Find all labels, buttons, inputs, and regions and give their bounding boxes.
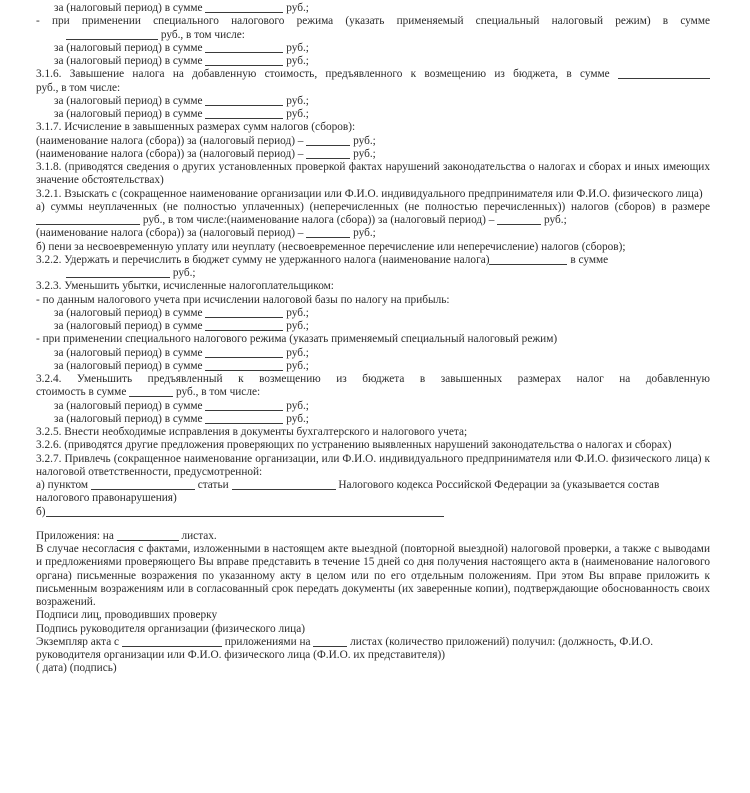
- line-special-regime-2: [36, 333, 710, 346]
- section-text: Завышение налога на добавленную стоимость, предъявленного к возмещению из бюджета, в сумме: [69, 68, 610, 81]
- section-3-1-6: [36, 68, 710, 81]
- section-3-2-1-item-a-cont: [36, 214, 710, 227]
- line-tail: руб.;: [353, 227, 376, 240]
- line-appendix-count: [36, 530, 710, 543]
- line-tax-period-sum: [36, 347, 710, 360]
- line-copy-received-cont: [36, 649, 710, 662]
- line-signatures-inspectors: [36, 609, 710, 622]
- blank-field[interactable]: [205, 97, 283, 106]
- line-text: - при применении специального налогового режима (указать применяемый специальный налоговый режим) в сумме: [36, 15, 710, 28]
- blank-field[interactable]: [66, 30, 158, 39]
- section-text: 3.2.6. (приводятся другие предложения проверяющих по устранению выявленных нарушений законодательства о налогах и сборах): [36, 439, 672, 452]
- line-signature-head: [36, 623, 710, 636]
- blank-field[interactable]: [306, 229, 350, 238]
- blank-field[interactable]: [205, 4, 283, 13]
- spacer: [36, 519, 710, 530]
- section-3-2-4: [36, 373, 710, 386]
- blank-field[interactable]: [306, 150, 350, 159]
- blank-field[interactable]: [205, 57, 283, 66]
- section-3-2-1-item-b: [36, 241, 710, 254]
- section-3-2-1-item-a: [36, 201, 710, 214]
- paragraph-text: В случае несогласия с фактами, изложенными в настоящем акте выездной (повторной выездной) налоговой проверки, а также с выводами и предложениями проверяющего Вы вправе представить в течение 15 дней со дня получения настоящего акта в (наименование налогового органа) письменные возражения по указанному акту в целом или по его отдельным положениям. При этом Вы вправе приложить к письменным возражениям или в согласованный срок передать документы (их заверенные копии), подтверждающие обоснованность своих возражений.: [36, 543, 710, 608]
- line-tail: руб.;: [286, 108, 309, 120]
- blank-field[interactable]: [313, 638, 347, 647]
- line-tail: руб.;: [286, 359, 309, 372]
- line-tax-period-sum: [36, 360, 710, 373]
- blank-field-article[interactable]: [232, 481, 336, 490]
- line-copy-received: [36, 636, 710, 649]
- line-special-regime: [36, 15, 710, 28]
- line-tail: руб.;: [286, 2, 309, 14]
- line-tail: руб.;: [286, 306, 309, 319]
- line-tail: руб.;: [353, 134, 376, 147]
- section-3-2-2-cont: [36, 267, 710, 280]
- line-text: листах (количество приложений) получил: (должность, Ф.И.О.: [350, 635, 654, 648]
- line-tail: руб.;: [544, 214, 567, 226]
- line-text: за (налоговый период) в сумме: [54, 399, 203, 412]
- section-text: в сумме: [570, 253, 609, 266]
- line-tax-period-sum: [36, 108, 710, 121]
- section-text: стоимость в сумме: [36, 386, 127, 399]
- section-text: а) пунктом: [36, 479, 89, 491]
- line-text: ( дата) (подпись): [36, 662, 117, 675]
- blank-field[interactable]: [205, 348, 283, 357]
- line-text: руководителя организации или Ф.И.О. физического лица (Ф.И.О. их представителя)): [36, 649, 445, 661]
- line-text: Подпись руководителя организации (физического лица): [36, 622, 305, 635]
- blank-field[interactable]: [129, 388, 173, 397]
- blank-field[interactable]: [497, 216, 541, 225]
- line-tail: руб.;: [286, 41, 309, 54]
- line-text: за (налоговый период) в сумме: [54, 94, 203, 107]
- line-tail: руб., в том числе:: [176, 386, 261, 399]
- line-text: за (налоговый период) в сумме: [54, 412, 203, 425]
- section-3-2-4-cont: [36, 386, 710, 399]
- section-3-2-7-item-a: [36, 479, 710, 492]
- section-text: б): [36, 505, 46, 518]
- line-tail: листах.: [181, 529, 217, 542]
- line-text: (наименование налога (сбора)) за (налоговый период) –: [36, 147, 304, 160]
- blank-field[interactable]: [205, 110, 283, 119]
- section-3-2-2: [36, 254, 710, 267]
- line-text: (наименование налога (сбора)) за (налоговый период) –: [36, 227, 304, 240]
- blank-field[interactable]: [205, 401, 283, 410]
- line-text: Экземпляр акта с: [36, 635, 120, 648]
- section-3-2-7: [36, 453, 710, 480]
- section-text: 3.2.3. Уменьшить убытки, исчисленные налогоплательщиком:: [36, 280, 334, 293]
- section-3-2-3: [36, 280, 710, 293]
- section-text: 3.2.5. Внести необходимые исправления в документы бухгалтерского и налогового учета;: [36, 426, 468, 438]
- section-text: Налогового кодекса Российской Федерации за (указывается состав: [338, 479, 660, 491]
- section-number: 3.1.6.: [36, 68, 62, 81]
- line-text: Приложения: на: [36, 529, 114, 542]
- blank-field[interactable]: [36, 216, 140, 225]
- line-tax-name-period: [36, 148, 710, 161]
- blank-field[interactable]: [205, 415, 283, 424]
- line-tail: руб.;: [286, 320, 309, 332]
- blank-field[interactable]: [205, 309, 283, 318]
- section-text: а) суммы неуплаченных (не полностью уплаченных) (неперечисленных (не полностью перечисленных)) налогов (сборов) в размере: [36, 200, 710, 213]
- line-text: за (налоговый период) в сумме: [54, 55, 203, 67]
- blank-field[interactable]: [117, 532, 179, 541]
- section-3-2-7-item-a-cont: [36, 492, 710, 505]
- blank-field[interactable]: [489, 256, 567, 265]
- line-tax-period-sum: [36, 400, 710, 413]
- section-3-1-7: [36, 121, 710, 134]
- blank-field[interactable]: [122, 638, 222, 647]
- line-tax-period-sum: [36, 320, 710, 333]
- section-3-2-1: [36, 188, 710, 201]
- line-date-signature: [36, 662, 710, 675]
- section-text: руб., в том числе:(наименование налога (сбора)) за (налоговый период) –: [142, 214, 495, 226]
- line-text: за (налоговый период) в сумме: [54, 306, 203, 319]
- blank-field-long[interactable]: [46, 507, 444, 516]
- line-tail: руб., в том числе:: [160, 28, 245, 41]
- blank-field[interactable]: [618, 70, 710, 79]
- line-text: - по данным налогового учета при исчислении налоговой базы по налогу на прибыль:: [36, 293, 450, 306]
- blank-field[interactable]: [205, 44, 283, 53]
- line-tail: руб.;: [353, 147, 376, 160]
- line-tail: руб.;: [172, 267, 196, 279]
- section-text: 3.2.4. Уменьшить предъявленный к возмещению из бюджета в завышенных размерах налог на добавленную: [36, 373, 710, 385]
- line-tail: руб.;: [286, 412, 309, 425]
- paragraph-objection-rights: [36, 543, 710, 609]
- section-3-2-7-item-b: [36, 506, 710, 519]
- section-3-2-6: [36, 439, 710, 452]
- line-text: приложениями на: [224, 635, 311, 648]
- blank-field[interactable]: [205, 362, 283, 371]
- section-3-1-8: [36, 161, 710, 188]
- line-tax-period-sum: [36, 95, 710, 108]
- section-3-1-6-cont: [36, 82, 710, 95]
- section-text: статьи: [197, 479, 229, 491]
- line-text: за (налоговый период) в сумме: [54, 359, 203, 372]
- section-text: налогового правонарушения): [36, 492, 177, 505]
- line-text: за (налоговый период) в сумме: [54, 346, 203, 359]
- line-tail: руб.;: [286, 399, 309, 412]
- section-text: 3.2.1. Взыскать с (сокращенное наименование организации или Ф.И.О. индивидуального предпринимателя или Ф.И.О. физического лица): [36, 187, 703, 200]
- line-tax-period-sum: [36, 42, 710, 55]
- blank-field-clause[interactable]: [91, 481, 195, 490]
- line-special-regime-cont: [36, 29, 710, 42]
- line-text: за (налоговый период) в сумме: [54, 320, 203, 332]
- section-text: 3.1.7. Исчисление в завышенных размерах сумм налогов (сборов):: [36, 121, 356, 134]
- blank-field[interactable]: [66, 269, 170, 278]
- section-3-2-5: [36, 426, 710, 439]
- line-profit-tax-base: [36, 294, 710, 307]
- section-text: руб., в том числе:: [36, 81, 121, 94]
- line-text: за (налоговый период) в сумме: [54, 2, 203, 14]
- line-tax-name-period: [36, 135, 710, 148]
- line-tail: руб.;: [286, 55, 309, 67]
- line-tail: руб.;: [286, 94, 309, 107]
- line-tax-period-sum: [36, 55, 710, 68]
- line-text: Подписи лиц, проводивших проверку: [36, 609, 218, 622]
- line-text: (наименование налога (сбора)) за (налоговый период) –: [36, 134, 304, 147]
- section-text: 3.2.2. Удержать и перечислить в бюджет сумму не удержанного налога (наименование налога): [36, 253, 490, 266]
- line-tax-name-period: [36, 227, 710, 240]
- line-text: за (налоговый период) в сумме: [54, 108, 203, 120]
- line-text: - при применении специального налогового режима (указать применяемый специальный налоговый режим): [36, 333, 558, 346]
- line-text: за (налоговый период) в сумме: [54, 41, 203, 54]
- section-text: 3.1.8. (приводятся сведения о других установленных проверкой фактах нарушений законодательства о налогах и сборах и иных имеющих значение обстоятельствах): [36, 161, 710, 187]
- blank-field[interactable]: [306, 136, 350, 145]
- section-text: б) пени за несвоевременную уплату или неуплату (несвоевременное перечисление или неперечисление) налогов (сборов);: [36, 240, 626, 253]
- blank-field[interactable]: [205, 322, 283, 331]
- section-text: 3.2.7. Привлечь (сокращенное наименование организации, или Ф.И.О. индивидуального предпринимателя или Ф.И.О. физического лица) к налоговой ответственности, предусмотренной:: [36, 452, 710, 478]
- line-tail: руб.;: [286, 346, 309, 359]
- line-tax-period-sum: [36, 2, 710, 15]
- line-tax-period-sum: [36, 413, 710, 426]
- line-tax-period-sum: [36, 307, 710, 320]
